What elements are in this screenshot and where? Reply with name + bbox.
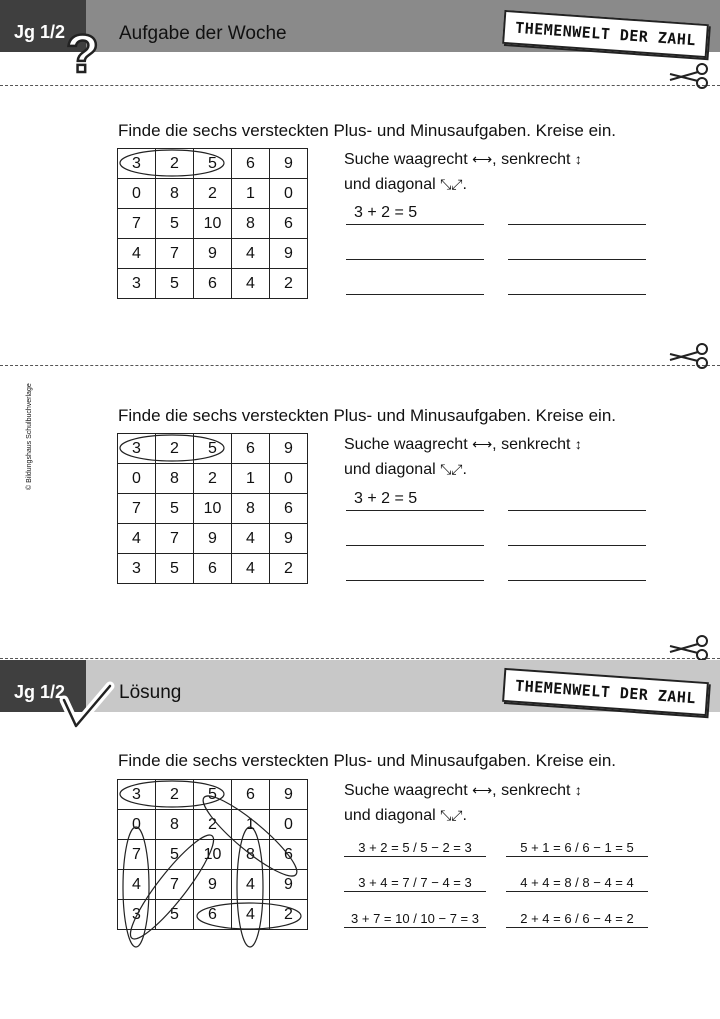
grid-cell: 5 xyxy=(194,780,232,810)
grid-cell: 5 xyxy=(156,209,194,239)
copyright-text: © Bildungshaus Schulbuchverlage xyxy=(26,383,33,490)
answer-line[interactable]: 3 + 2 = 5 xyxy=(346,202,484,225)
grid-cell: 0 xyxy=(270,810,308,840)
grid-cell: 10 xyxy=(194,840,232,870)
arrow-vertical-icon: ↕ xyxy=(574,151,582,167)
grid-cell: 4 xyxy=(232,900,270,930)
grid-cell: 5 xyxy=(156,900,194,930)
grid-cell: 9 xyxy=(270,239,308,269)
solution-line: 3 + 7 = 10 / 10 − 7 = 3 xyxy=(344,907,486,928)
grid-cell: 9 xyxy=(194,239,232,269)
grid-cell: 1 xyxy=(232,464,270,494)
grid-cell: 6 xyxy=(270,494,308,524)
grid-cell: 2 xyxy=(194,464,232,494)
grid-cell: 6 xyxy=(232,780,270,810)
instruction: Finde die sechs versteckten Plus- und Minusaufgaben. Kreise ein. xyxy=(118,406,616,425)
grid-cell: 7 xyxy=(118,840,156,870)
grid-cell: 5 xyxy=(156,269,194,299)
grid-cell: 7 xyxy=(156,239,194,269)
grid-cell: 9 xyxy=(270,870,308,900)
grid-cell: 5 xyxy=(194,149,232,179)
svg-text:?: ? xyxy=(66,24,99,84)
grid-cell: 0 xyxy=(270,179,308,209)
solution-line: 4 + 4 = 8 / 8 − 4 = 4 xyxy=(506,871,648,892)
grid-cell: 7 xyxy=(156,870,194,900)
grid-cell: 9 xyxy=(270,149,308,179)
grid-cell: 4 xyxy=(232,269,270,299)
grid-cell: 3 xyxy=(118,149,156,179)
grid-cell: 4 xyxy=(232,239,270,269)
arrow-diagonal-icon: ⤡⤢ xyxy=(440,807,463,823)
arrow-horizontal-icon: ⟷ xyxy=(472,151,493,167)
grid-cell: 3 xyxy=(118,900,156,930)
grid-cell: 6 xyxy=(232,149,270,179)
solution-ellipse xyxy=(121,827,223,947)
grade-label: Jg 1/2 xyxy=(14,22,66,42)
grid-cell: 5 xyxy=(156,554,194,584)
grid-cell: 1 xyxy=(232,179,270,209)
grid-cell: 2 xyxy=(194,810,232,840)
arrow-diagonal-icon: ⤡⤢ xyxy=(440,461,463,477)
grid-cell: 2 xyxy=(194,179,232,209)
instruction: Finde die sechs versteckten Plus- und Minusaufgaben. Kreise ein. xyxy=(118,121,616,140)
grid-cell: 5 xyxy=(156,494,194,524)
grid-cell: 6 xyxy=(194,554,232,584)
hint-text: Suche waagrecht ⟷, senkrecht ↕ und diagonal ⤡⤢. xyxy=(344,782,582,824)
grid-cell: 5 xyxy=(156,840,194,870)
grid-cell: 6 xyxy=(194,269,232,299)
grid-cell: 8 xyxy=(232,494,270,524)
grid-cell: 3 xyxy=(118,780,156,810)
grid-cell: 10 xyxy=(194,494,232,524)
grid-cell: 7 xyxy=(118,209,156,239)
grid-cell: 4 xyxy=(232,524,270,554)
page-title: Aufgabe der Woche xyxy=(119,23,287,44)
grid-cell: 2 xyxy=(156,149,194,179)
grid-cell: 6 xyxy=(194,900,232,930)
grid-cell: 3 xyxy=(118,269,156,299)
grid-cell: 8 xyxy=(156,464,194,494)
answer-line[interactable]: 3 + 2 = 5 xyxy=(346,488,484,511)
solution-line: 3 + 4 = 7 / 7 − 4 = 3 xyxy=(344,871,486,892)
arrow-diagonal-icon: ⤡⤢ xyxy=(440,176,463,192)
grid-cell: 9 xyxy=(270,780,308,810)
grid-cell: 9 xyxy=(270,434,308,464)
grid-cell: 0 xyxy=(118,464,156,494)
grid-cell: 8 xyxy=(156,810,194,840)
page-title: Lösung xyxy=(119,682,182,703)
grid-cell: 0 xyxy=(270,464,308,494)
grid-cell: 8 xyxy=(156,179,194,209)
grid-cell: 2 xyxy=(156,780,194,810)
arrow-vertical-icon: ↕ xyxy=(574,436,582,452)
grid-cell: 9 xyxy=(194,870,232,900)
grid-cell: 2 xyxy=(156,434,194,464)
grid-cell: 6 xyxy=(270,209,308,239)
grid-cell: 0 xyxy=(118,810,156,840)
solution-ellipse xyxy=(197,903,301,929)
theme-badge: THEMENWELT DER ZAHL xyxy=(502,668,709,716)
theme-badge: THEMENWELT DER ZAHL xyxy=(502,10,709,58)
grid-cell: 4 xyxy=(118,524,156,554)
grid-cell: 4 xyxy=(118,239,156,269)
grid-cell: 10 xyxy=(194,209,232,239)
solution-line: 2 + 4 = 6 / 6 − 4 = 2 xyxy=(506,907,648,928)
grid-cell: 6 xyxy=(270,840,308,870)
arrow-horizontal-icon: ⟷ xyxy=(472,436,493,452)
grid-cell: 4 xyxy=(232,870,270,900)
grid-cell: 3 xyxy=(118,434,156,464)
grid-cell: 3 xyxy=(118,554,156,584)
arrow-vertical-icon: ↕ xyxy=(574,782,582,798)
solution-line: 3 + 2 = 5 / 5 − 2 = 3 xyxy=(344,836,486,857)
grid-cell: 9 xyxy=(194,524,232,554)
grid-cell: 7 xyxy=(156,524,194,554)
instruction: Finde die sechs versteckten Plus- und Minusaufgaben. Kreise ein. xyxy=(118,751,616,770)
arrow-horizontal-icon: ⟷ xyxy=(472,782,493,798)
grid-cell: 0 xyxy=(118,179,156,209)
grid-cell: 8 xyxy=(232,840,270,870)
grid-cell: 4 xyxy=(118,870,156,900)
grid-cell: 5 xyxy=(194,434,232,464)
grid-cell: 2 xyxy=(270,269,308,299)
grid-cell: 6 xyxy=(232,434,270,464)
solution-ellipse xyxy=(123,827,149,947)
grid-cell: 9 xyxy=(270,524,308,554)
grid-cell: 7 xyxy=(118,494,156,524)
grid-cell: 4 xyxy=(232,554,270,584)
solution-line: 5 + 1 = 6 / 6 − 1 = 5 xyxy=(506,836,648,857)
grid-cell: 1 xyxy=(232,810,270,840)
hint-text: Suche waagrecht ⟷, senkrecht ↕ und diagonal ⤡⤢. xyxy=(344,151,582,193)
grid-cell: 2 xyxy=(270,900,308,930)
grid-cell: 2 xyxy=(270,554,308,584)
grade-label: Jg 1/2 xyxy=(14,682,66,702)
grid-cell: 8 xyxy=(232,209,270,239)
hint-text: Suche waagrecht ⟷, senkrecht ↕ und diagonal ⤡⤢. xyxy=(344,436,582,478)
solution-ellipse xyxy=(120,781,224,807)
